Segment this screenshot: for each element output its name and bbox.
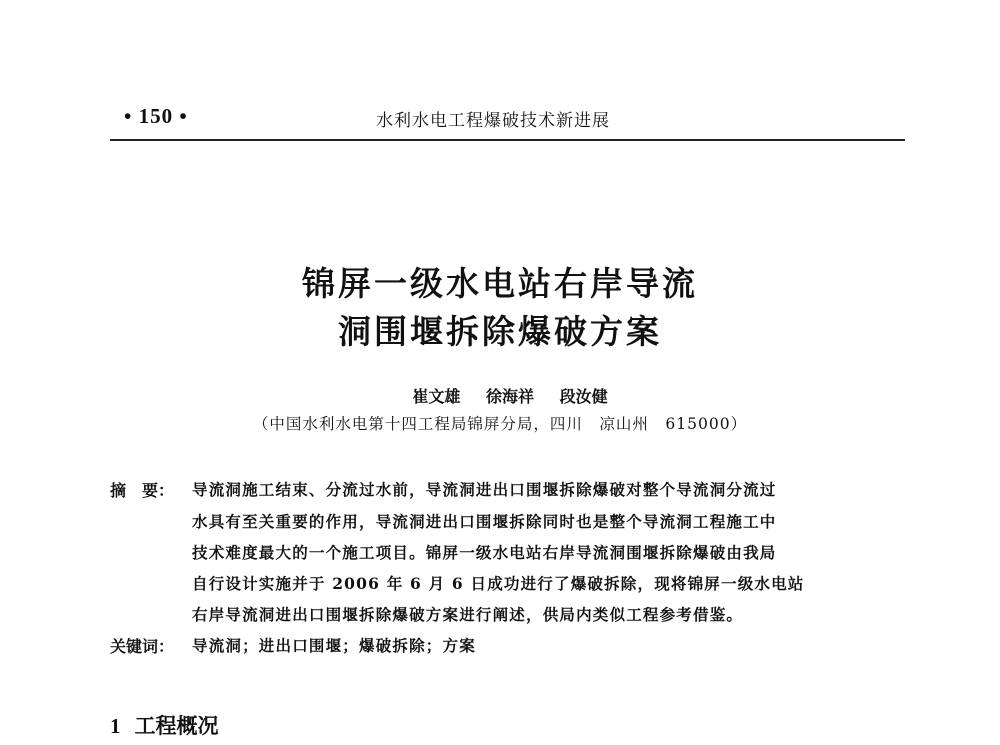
author-list bbox=[0, 384, 1000, 407]
paper-title-line-1: 锦屏一级水电站右岸导流 bbox=[302, 264, 698, 303]
abstract-line: 右岸导流洞进出口围堰拆除爆破方案进行阐述，供局内类似工程参考借鉴。 bbox=[192, 605, 744, 624]
keywords-label: 关键词： bbox=[110, 637, 175, 656]
running-title: 水利水电工程爆破技术新进展 bbox=[376, 111, 610, 131]
affiliation: （中国水利水电第十四工程局锦屏分局，四川 凉山州 615000） bbox=[252, 415, 748, 433]
keywords-text: 导流洞；进出口围堰；爆破拆除；方案 bbox=[192, 636, 476, 655]
abstract-line: 导流洞施工结束、分流过水前，导流洞进出口围堰拆除爆破对整个导流洞分流过 bbox=[192, 480, 777, 499]
author-name: 段汝健 bbox=[559, 387, 608, 406]
header-rule bbox=[110, 139, 905, 141]
abstract-label: 摘 要： bbox=[110, 481, 175, 500]
abstract-line: 技术难度最大的一个施工项目。锦屏一级水电站右岸导流洞围堰拆除爆破由我局 bbox=[192, 543, 777, 562]
abstract-line: 自行设计实施并于 2006 年 6 月 6 日成功进行了爆破拆除，现将锦屏一级水电站 bbox=[192, 574, 805, 593]
author-name: 徐海祥 bbox=[485, 387, 534, 406]
paper-title-line-2: 洞围堰拆除爆破方案 bbox=[338, 312, 662, 351]
section-title: 工程概况 bbox=[134, 713, 219, 738]
section-heading bbox=[110, 710, 219, 740]
author-name: 崔文雄 bbox=[412, 387, 461, 406]
section-number: 1 bbox=[110, 714, 121, 738]
page-header bbox=[110, 100, 905, 140]
page-number: • 150 • bbox=[124, 104, 188, 128]
abstract-line: 水具有至关重要的作用，导流洞进出口围堰拆除同时也是整个导流洞工程施工中 bbox=[192, 512, 777, 531]
